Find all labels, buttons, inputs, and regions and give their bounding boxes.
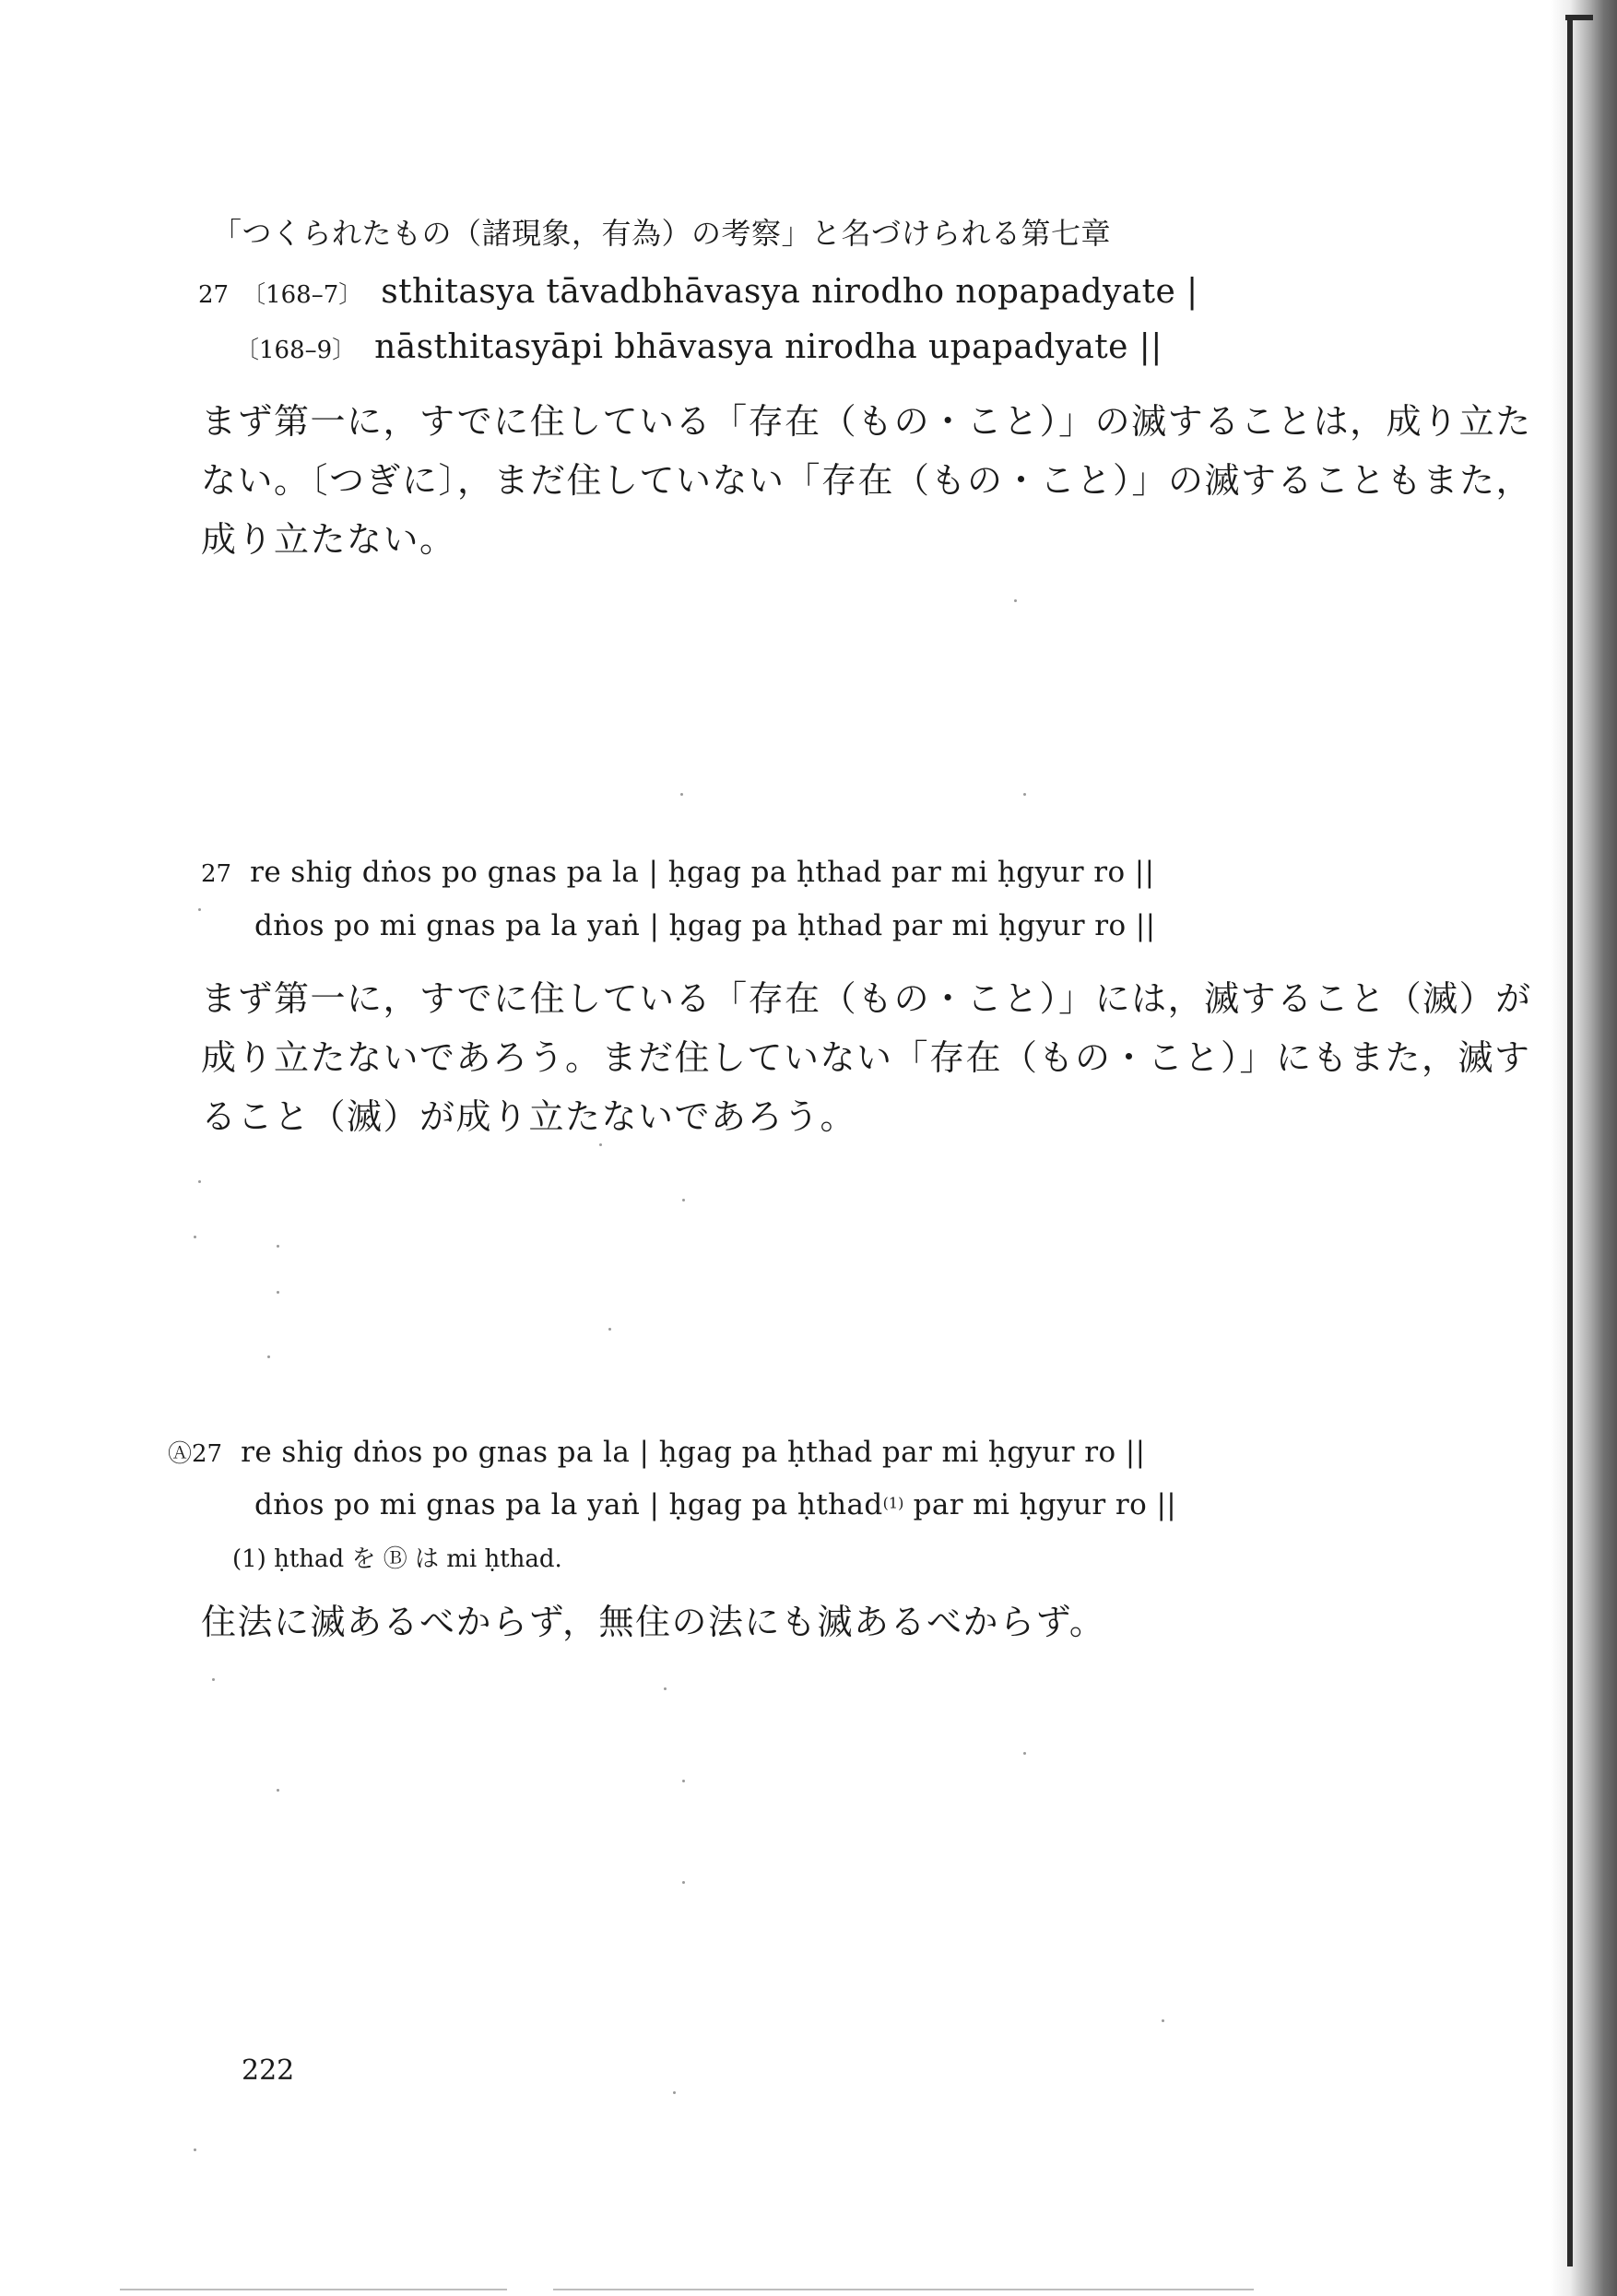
sanskrit-translation-line-2: ない。〔つぎに〕，まだ住していない「存在（もの・こと）」の滅することもまた， bbox=[201, 460, 1533, 501]
tibetan-translation-line-1: まず第一に，すでに住している「存在（もの・こと）」には，滅すること（滅）が bbox=[201, 978, 1532, 1019]
tibetan-line-1-text: re shig dṅos po gnas pa la | ḥgag pa ḥthad par mi ḥgyur ro || bbox=[250, 856, 1155, 889]
commentary-line-2-text-b: par mi ḥgyur ro || bbox=[903, 1488, 1177, 1521]
sanskrit-line-1-ref: 〔168–7〕 bbox=[242, 281, 363, 309]
tibetan-line-1 bbox=[201, 856, 1154, 889]
sanskrit-line-1-text: sthitasya tāvadbhāvasya nirodho nopapadyate | bbox=[381, 273, 1198, 311]
sanskrit-translation-line-1: まず第一に，すでに住している「存在（もの・こと）」の滅することは，成り立た bbox=[201, 401, 1532, 442]
commentary-line-1 bbox=[168, 1435, 1145, 1469]
sanskrit-line-2-ref: 〔168–9〕 bbox=[235, 337, 357, 364]
sanskrit-verse-number: 27 bbox=[198, 281, 230, 309]
commentary-line-2-text-a: dṅos po mi gnas pa la yaṅ | ḥgag pa ḥthad bbox=[254, 1488, 883, 1521]
scan-bottom-rule-left bbox=[120, 2289, 507, 2290]
sanskrit-line-2 bbox=[222, 328, 1163, 366]
page-number: 222 bbox=[242, 2054, 295, 2087]
chapter-title: 「つくられたもの（諸現象，有為）の考察」と名づけられる第七章 bbox=[212, 216, 1112, 251]
commentary-marker: Ⓐ bbox=[168, 1440, 193, 1468]
sanskrit-line-2-text: nāsthitasyāpi bhāvasya nirodha upapadyate || bbox=[374, 328, 1163, 366]
commentary-line-1-text: re shig dṅos po gnas pa la | ḥgag pa ḥthad par mi ḥgyur ro || bbox=[241, 1436, 1146, 1469]
scan-bottom-rule-right bbox=[553, 2289, 1254, 2290]
scan-binding-edge bbox=[1551, 0, 1617, 2296]
tibetan-translation-line-2: 成り立たないであろう。まだ住していない「存在（もの・こと）」にもまた，滅す bbox=[201, 1037, 1531, 1078]
commentary-translation: 住法に滅あるべからず，無住の法にも滅あるべからず。 bbox=[201, 1602, 1106, 1642]
sanskrit-translation-line-3: 成り立たない。 bbox=[201, 519, 456, 560]
binding-cap bbox=[1565, 15, 1593, 20]
commentary-line-2 bbox=[254, 1488, 1176, 1521]
tibetan-verse-number: 27 bbox=[201, 860, 232, 888]
sanskrit-line-1 bbox=[198, 273, 1198, 311]
commentary-verse-number: 27 bbox=[192, 1440, 223, 1468]
binding-line bbox=[1567, 17, 1573, 2266]
footnote: (1) ḥthad を Ⓑ は mi ḥthad. bbox=[232, 1545, 562, 1573]
tibetan-translation-line-3: ること（滅）が成り立たないであろう。 bbox=[201, 1096, 857, 1137]
tibetan-line-2-text: dṅos po mi gnas pa la yaṅ | ḥgag pa ḥthad par mi ḥgyur ro || bbox=[254, 909, 1156, 942]
footnote-marker: (1) bbox=[882, 1494, 904, 1512]
tibetan-line-2 bbox=[254, 909, 1155, 942]
